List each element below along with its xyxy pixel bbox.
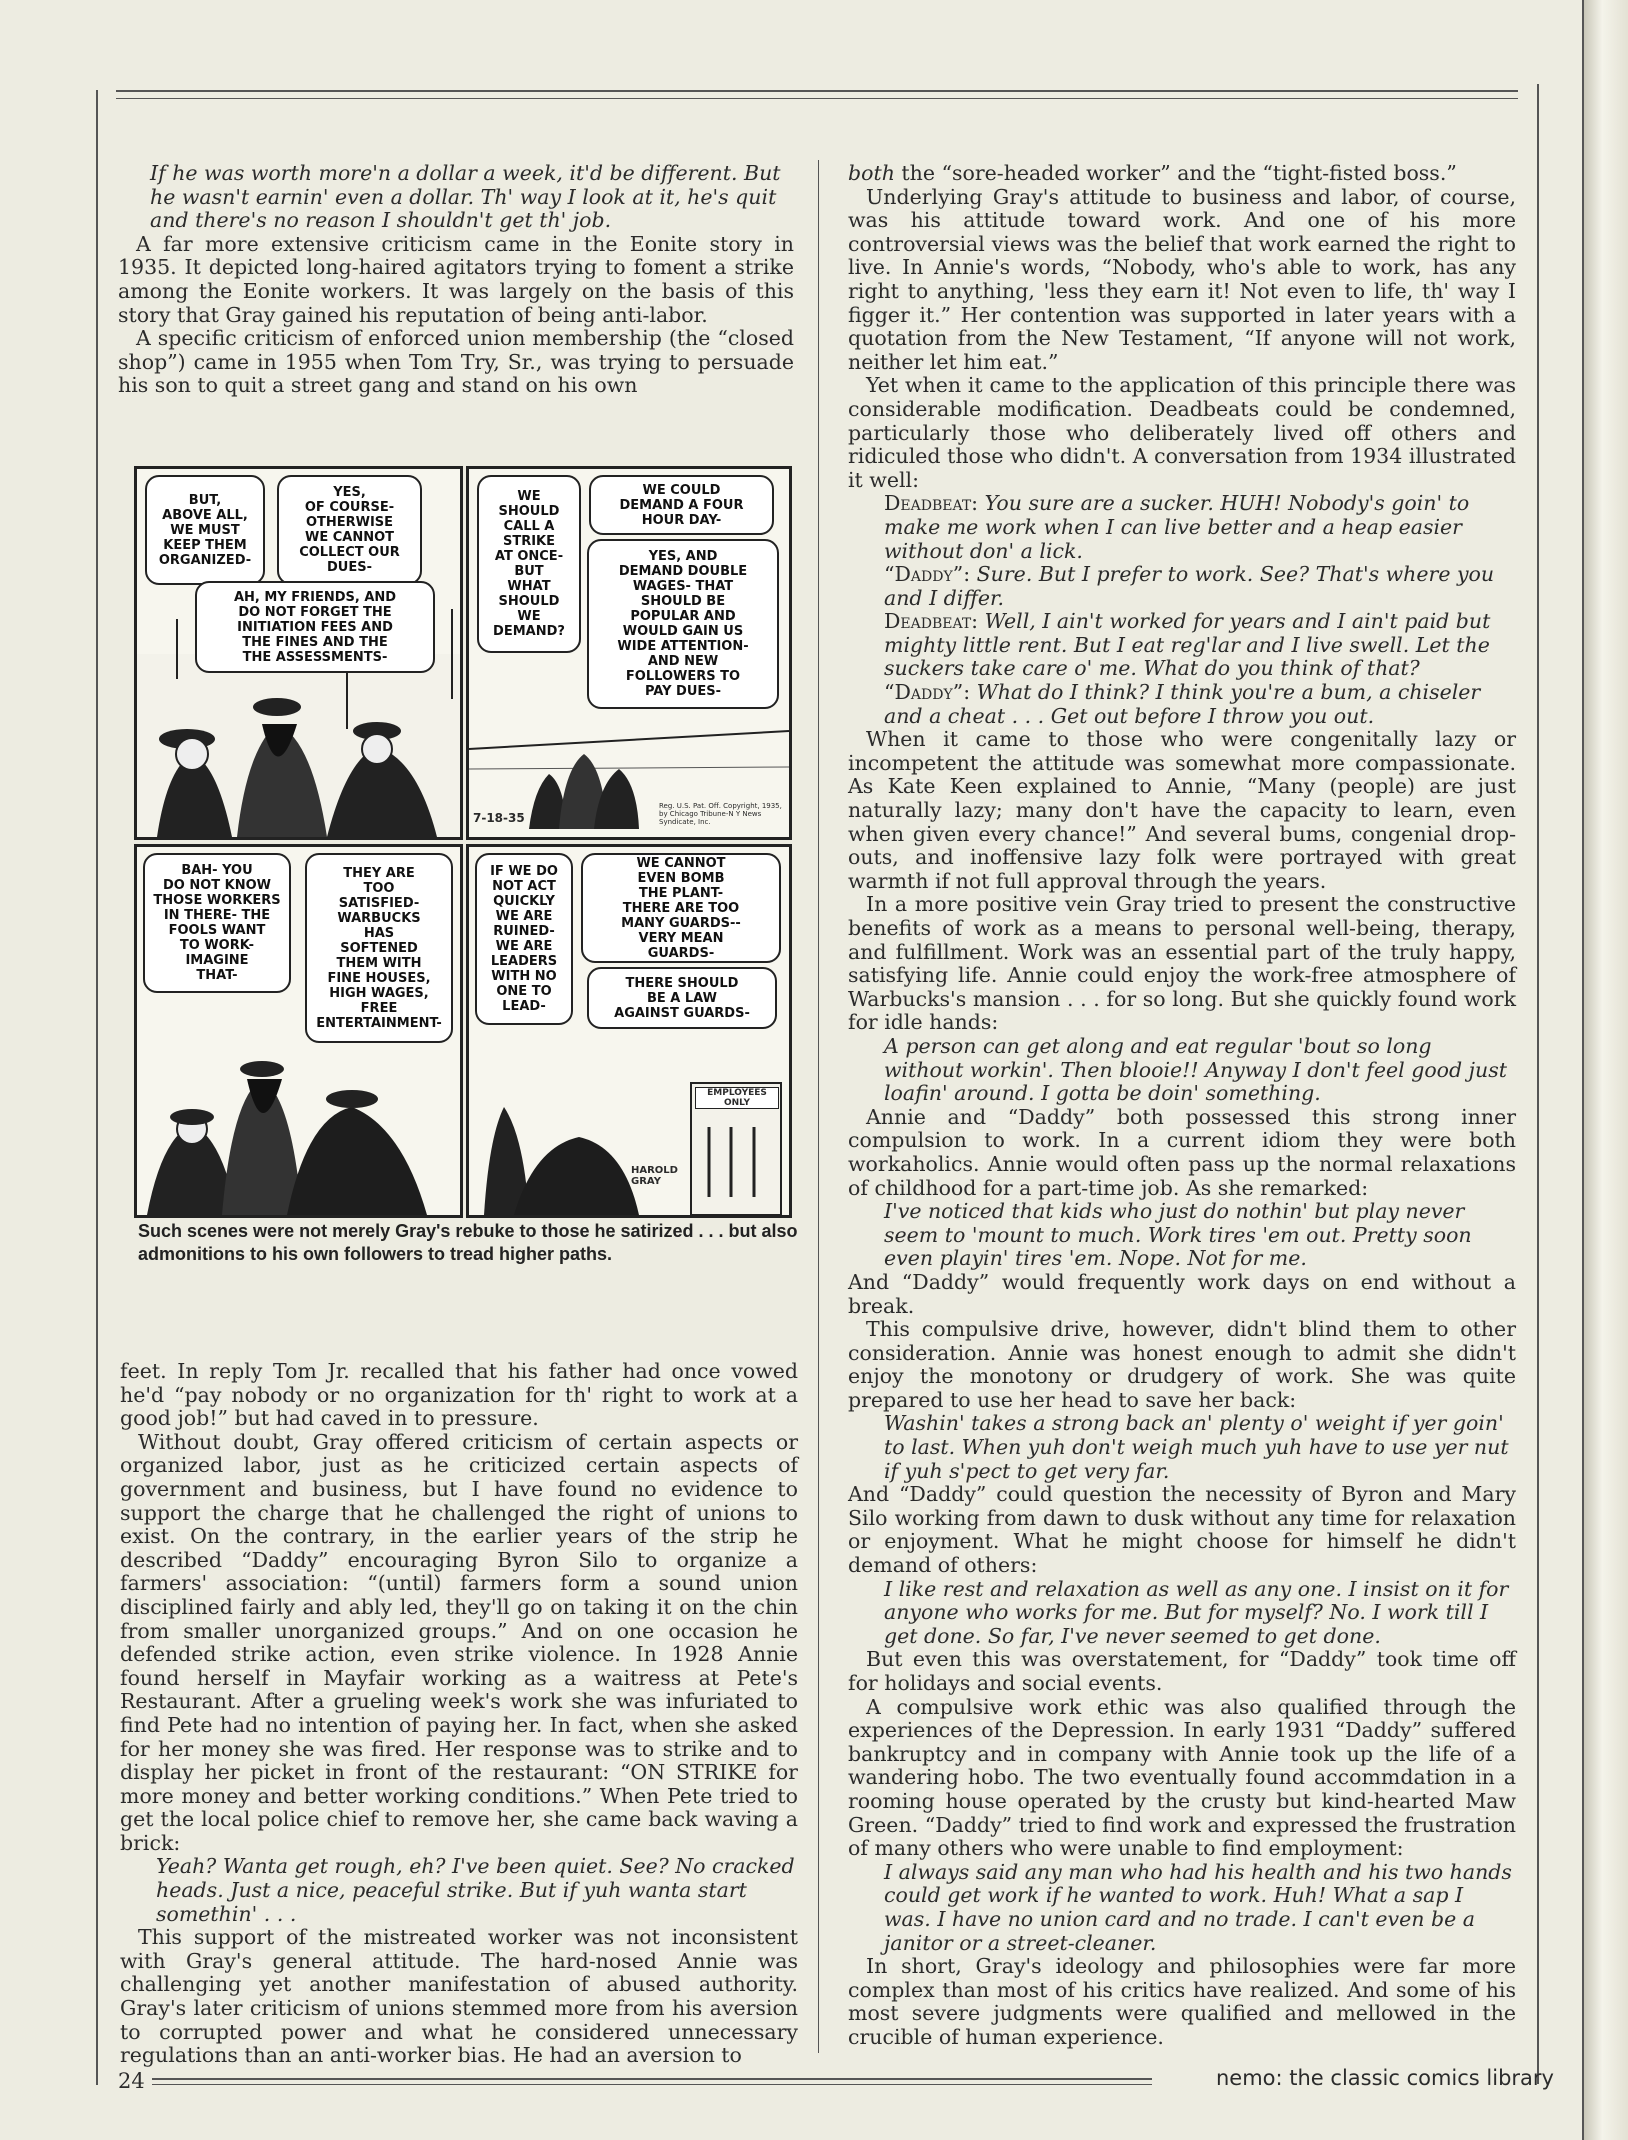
- left-frame-line: [96, 90, 98, 2085]
- dialogue-line: [884, 492, 1516, 563]
- copyright-notice: Reg. U.S. Pat. Off. Copyright, 1935, by Chicago Tribune-N Y News Syndicate, Inc.: [659, 802, 782, 826]
- comic-panel-3: [134, 844, 463, 1218]
- quote-block: I like rest and relaxation as well as any one. I insist on it for anyone who works for me. But for myself? No. I work till I get done. So far, I've never seemed to get done.: [884, 1576, 1509, 1648]
- speech-bubble: WE SHOULD CALL A STRIKE AT ONCE- BUT WHAT SHOULD WE DEMAND?: [477, 475, 581, 653]
- paragraph: But even this was overstatement, for “Daddy” took time off for holidays and social events.: [848, 1647, 1516, 1695]
- paragraph: And “Daddy” could question the necessity of Byron and Mary Silo working from dawn to dusk without any time for relaxation or enjoyment. What he might choose for himself he didn't demand of others:: [848, 1482, 1516, 1578]
- publication-footer: nemo: the classic comics library: [1215, 2066, 1554, 2090]
- speech-bubble: THERE SHOULD BE A LAW AGAINST GUARDS-: [587, 967, 777, 1029]
- dialogue-text: Sure. But I prefer to work. See? That's where you and I differ.: [884, 562, 1495, 610]
- quote-block: If he was worth more'n a dollar a week, it'd be different. But he wasn't earnin' even a dollar. Th' way I look at it, he's quit and there's no reason I shouldn't get th' job.: [150, 161, 781, 233]
- speaker: “Daddy”:: [884, 680, 971, 705]
- panel-date: 7-18-35: [473, 811, 525, 825]
- dialogue-line: [884, 681, 1516, 728]
- paragraph: A far more extensive criticism came in the Eonite story in 1935. It depicted long-haired agitators trying to foment a strike among the Eonite workers. It was largely on the basis of this story that Gray gained his reputation of being anti-labor.: [118, 231, 794, 327]
- dialogue-text: Well, I ain't worked for years and I ain't paid but mighty little rent. But I eat reg'lar and I live swell. Let the suckers take care o' me. What do you think of that?: [884, 609, 1491, 681]
- paragraph: In a more positive vein Gray tried to present the constructive benefits of work as a means to personal well-being, therapy, and fulfillment. Work was an essential part of the truly happy, satisfying life. Annie could enjoy the work-free atmosphere of Warbucks's mansion . . . for so long. But she quickly found work for idle hands:: [848, 892, 1516, 1035]
- speech-bubble: AH, MY FRIENDS, AND DO NOT FORGET THE INITIATION FEES AND THE FINES AND THE THE ASSESSMENTS-: [195, 581, 435, 673]
- dialogue-line: [884, 563, 1516, 610]
- paragraph: Annie and “Daddy” both possessed this strong inner compulsion to work. In a current idiom they were both workaholics. Annie would often pass up the normal relaxations of childhood for a part-time job. As she remarked:: [848, 1104, 1516, 1200]
- paragraph: A compulsive work ethic was also qualified through the experiences of the Depression. In early 1931 “Daddy” suffered bankruptcy and in company with Annie took up the life of a wandering hobo. The two eventually found accommdation in a rooming house operated by the crusty but kind-hearted Maw Green. “Daddy” tried to find work and expressed the frustration of many others who were unable to find employment:: [848, 1694, 1516, 1861]
- column-1-bottom: [120, 1360, 798, 2068]
- bottom-rule-2: [152, 2084, 1152, 2085]
- top-rule: [116, 90, 1518, 92]
- right-frame-line: [1537, 84, 1539, 2084]
- paragraph: In short, Gray's ideology and philosophies were far more complex than most of his critics have realized. And some of his most severe judgments were qualified and mellowed in the crucible of human experience.: [848, 1954, 1516, 2049]
- page-number: 24: [118, 2069, 145, 2093]
- speaker: “Daddy”:: [884, 562, 971, 587]
- dialogue-text: What do I think? I think you're a bum, a chiseler and a cheat . . . Get out before I throw you out.: [884, 680, 1481, 728]
- comic-strip: [134, 466, 792, 1212]
- bottom-rule: [152, 2078, 1152, 2080]
- dialogue-text: You sure are a sucker. HUH! Nobody's goin' to make me work when I can live better and a heap easier without don' a lick.: [884, 491, 1470, 563]
- paragraph: A specific criticism of enforced union membership (the “closed shop”) came in 1955 when Tom Try, Sr., was trying to persuade his son to quit a street gang and stand on his own: [118, 326, 794, 398]
- comic-panel-4: [466, 844, 792, 1218]
- dialogue-line: [884, 610, 1516, 681]
- page-binding: [1582, 0, 1628, 2140]
- paragraph: Without doubt, Gray offered criticism of certain aspects or organized labor, just as he criticized certain aspects of government and business, but I have found no evidence to support the charge that he challenged the right of unions to exist. On the contrary, in the earlier years of the strip he described “Daddy” encouraging Byron Silo to organize a farmers' association: “(until) farmers form a sound union disciplined fairly and ably led, they'll go on taking it on the chin from smaller unorganized groups.” And on one occasion he defended strike action, even strike violence. In 1928 Annie found herself in Mayfair working as a waitress at Pete's Restaurant. After a grueling week's work she was infuriated to find Pete had no intention of paying her. In fact, when she asked for her money she was fired. Her response was to strike and to display her picket in front of the restaurant: “ON STRIKE for more money and better working conditions.” When Pete tried to get the local police chief to remove her, she came back waving a brick:: [120, 1429, 798, 1855]
- italic-lead: both: [848, 161, 895, 185]
- paragraph: When it came to those who were congenitally lazy or incompetent the attitude was somewhat more compassionate. As Kate Keen explained to Annie, “Many (people) are just naturally lazy; many don't have the capacity to learn, even when given every chance!” And several bums, congenial drop-outs, and inoffensive lazy folk were portrayed with great warmth if not full approval through the years.: [848, 727, 1516, 893]
- speech-bubble: WE COULD DEMAND A FOUR HOUR DAY-: [589, 475, 774, 535]
- paragraph: Yet when it came to the application of this principle there was considerable modification. Deadbeats could be condemned, particularly those who deliberately lived off others and ridiculed those who didn't. A conversation from 1934 illustrated it well:: [848, 373, 1516, 492]
- speech-bubble: YES, AND DEMAND DOUBLE WAGES- THAT SHOULD BE POPULAR AND WOULD GAIN US WIDE ATTENTION- AND NEW FOLLOWERS TO PAY DUES-: [587, 539, 779, 709]
- column-divider: [818, 160, 819, 2053]
- artist-signature: HAROLD GRAY: [631, 1165, 678, 1187]
- speech-bubble: BAH- YOU DO NOT KNOW THOSE WORKERS IN THERE- THE FOOLS WANT TO WORK- IMAGINE THAT-: [143, 853, 291, 993]
- speaker: Deadbeat:: [884, 609, 979, 634]
- paragraph: feet. In reply Tom Jr. recalled that his father had once vowed he'd “pay nobody or no organization for th' right to work at a good job!” but had caved in to pressure.: [120, 1359, 798, 1431]
- paragraph: [848, 162, 1516, 186]
- speech-bubble: YES, OF COURSE- OTHERWISE WE CANNOT COLLECT OUR DUES-: [277, 475, 422, 585]
- speech-bubble: BUT, ABOVE ALL, WE MUST KEEP THEM ORGANIZED-: [145, 475, 265, 585]
- speech-bubble: WE CANNOT EVEN BOMB THE PLANT- THERE ARE TOO MANY GUARDS-- VERY MEAN GUARDS-: [581, 853, 781, 963]
- quote-block: Washin' takes a strong back an' plenty o' weight if yer goin' to last. When yuh don't weigh much yuh have to use yer nut if yuh s'pect to get very far.: [884, 1411, 1509, 1483]
- column-1-top: [118, 162, 794, 398]
- quote-block: I've noticed that kids who just do nothin' but play never seem to 'mount to much. Work tires 'em out. Pretty soon even playin' tires 'em. Nope. Not for me.: [884, 1199, 1472, 1271]
- paragraph: Underlying Gray's attitude to business and labor, of course, was his attitude toward work. And one of his more controversial views was the belief that work earned the right to live. In Annie's words, “Nobody, who's able to work, has any right to anything, 'less they earn it! Not even to life, th' way I figger it.” Her contention was supported in later years with a quotation from the New Testament, “If anyone will not work, neither let him eat.”: [848, 184, 1516, 374]
- paragraph: And “Daddy” would frequently work days on end without a break.: [848, 1269, 1516, 1318]
- employees-only-sign: EMPLOYEES ONLY: [695, 1087, 779, 1109]
- quote-block: A person can get along and eat regular 'bout so long without workin'. Then blooie!! Anyway I don't feel good just loafin' around. I gotta be doin' something.: [884, 1033, 1507, 1106]
- quote-block: Yeah? Wanta get rough, eh? I've been quiet. See? No cracked heads. Just a nice, peaceful strike. But if yuh wanta start somethin' . . .: [156, 1854, 795, 1926]
- comic-panel-2: [466, 466, 792, 840]
- paragraph: This support of the mistreated worker was not inconsistent with Gray's general attitude. The hard-nosed Annie was challenging yet another manifestation of abused authority. Gray's later criticism of unions stemmed more from his aversion to corrupted power and what he considered unnecessary regulations than an anti-worker bias. He had an aversion to: [120, 1925, 798, 2068]
- speech-bubble: THEY ARE TOO SATISFIED- WARBUCKS HAS SOFTENED THEM WITH FINE HOUSES, HIGH WAGES, FREE ENTERTAINMENT-: [305, 853, 453, 1043]
- comic-caption: Such scenes were not merely Gray's rebuke to those he satirized . . . but also admonitions to his own followers to tread higher paths.: [138, 1221, 798, 1264]
- speech-bubble: IF WE DO NOT ACT QUICKLY WE ARE RUINED- WE ARE LEADERS WITH NO ONE TO LEAD-: [475, 853, 573, 1025]
- quote-block: I always said any man who had his health and his two hands could get work if he wanted to work. Huh! What a sap I was. I have no union card and no trade. I can't even be a janitor or a street-cleaner.: [884, 1859, 1512, 1955]
- column-2: [848, 162, 1516, 2050]
- speaker: Deadbeat:: [884, 491, 979, 516]
- text-run: the “sore-headed worker” and the “tight-fisted boss.”: [894, 161, 1457, 185]
- top-rule-2: [116, 98, 1518, 99]
- comic-panel-1: [134, 466, 463, 840]
- paragraph: This compulsive drive, however, didn't blind them to other consideration. Annie was honest enough to admit she didn't enjoy the monotony or drudgery of work. She was quite prepared to use her head to save her back:: [848, 1317, 1516, 1412]
